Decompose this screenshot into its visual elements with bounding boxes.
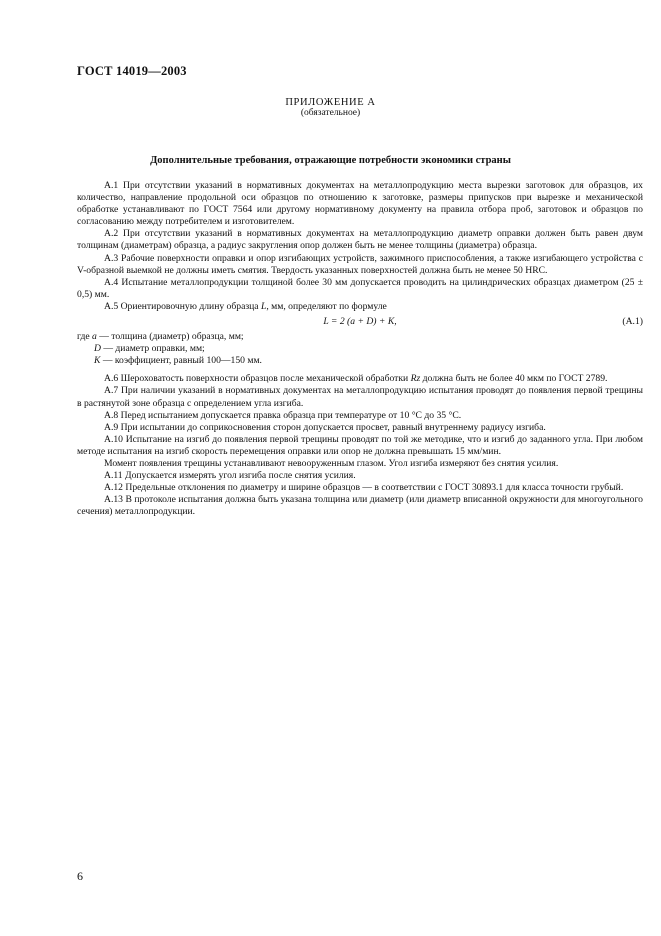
paragraph-a3: А.3 Рабочие поверхности оправки и опор изгибающих устройств, зажимного приспособления, а также изгибающего устройства с V-образной выемкой не должны иметь смятия. Твердость указанных поверхностей должна быть не менее 50 HRC.	[77, 252, 643, 276]
formula-number: (А.1)	[622, 316, 643, 328]
where-k-text: — коэффициент, равный 100—150 мм.	[100, 355, 262, 367]
a6-text-pre: А.6 Шероховатость поверхности образцов после механической обработки	[104, 373, 411, 385]
a5-text-pre: А.5 Ориентировочную длину образца	[104, 300, 261, 312]
paragraph-a5	[77, 301, 643, 313]
a6-variable: Rz	[410, 373, 421, 385]
paragraph-a4: А.4 Испытание металлопродукции толщиной более 30 мм допускается проводить на цилиндрических образцах диаметром (25 ± 0,5) мм.	[77, 276, 643, 300]
appendix-title: ПРИЛОЖЕНИЕ А	[285, 97, 376, 108]
where-k-var: K	[94, 355, 101, 367]
paragraph-a9: А.9 При испытании до соприкосновения сторон допускается просвет, равный внутреннему радиусу изгиба.	[104, 421, 546, 433]
where-a-var: a	[92, 331, 97, 343]
a6-text-post: должна быть не более 40 мкм по ГОСТ 2789.	[420, 373, 608, 385]
where-line-d	[77, 343, 643, 355]
page-number: 6	[77, 869, 83, 883]
paragraph-a11: А.11 Допускается измерять угол изгиба после снятия усилия.	[104, 470, 356, 482]
where-line-a	[77, 331, 643, 343]
where-line-k	[77, 355, 643, 367]
standard-header: ГОСТ 14019—2003	[77, 64, 187, 78]
where-d-var: D	[94, 343, 101, 355]
paragraph-a6	[77, 373, 643, 385]
section-heading: Дополнительные требования, отражающие потребности экономики страны	[150, 155, 511, 166]
where-prefix: где	[77, 331, 93, 343]
paragraph-a1: А.1 При отсутствии указаний в нормативных документах на металлопродукцию места вырезки заготовок для образцов, их количество, направление продольной оси образцов по отношению к заготовке, размеры припусков при вырезке и механической обработке устанавливают по ГОСТ 7564 или другому нормативному документу на правила отбора проб, заготовок и образцов по согласованию между потребителем и изготовителем.	[77, 180, 643, 228]
paragraph-a13: А.13 В протоколе испытания должна быть указана толщина или диаметр (или диаметр вписанной окружности для многоугольного сечения) металлопродукции.	[77, 494, 643, 518]
appendix-subtitle: (обязательное)	[300, 108, 361, 118]
a5-variable: L	[260, 300, 267, 312]
paragraph-a10: А.10 Испытание на изгиб до появления первой трещины проводят по той же методике, что и изгиб до заданного угла. При любом методе испытания на изгиб скорость перемещения оправки или опор не должна превышать 15 мм/мин.	[77, 433, 643, 457]
paragraph-a2: А.2 При отсутствии указаний в нормативных документах на металлопродукцию диаметр оправки должен быть равен двум толщинам (диаметрам) образца, а радиус закругления опор должен быть не менее толщины (диаметра) образца.	[77, 228, 643, 252]
formula-expression: L = 2 (a + D) + K,	[323, 316, 397, 328]
where-a-text: — толщина (диаметр) образца, мм;	[96, 331, 244, 343]
paragraph-a8: А.8 Перед испытанием допускается правка образца при температуре от 10 °С до 35 °С.	[104, 409, 462, 421]
formula-a1	[77, 314, 643, 331]
a5-text-post: , мм, определяют по формуле	[266, 300, 387, 312]
document-body	[77, 180, 643, 518]
where-d-text: — диаметр оправки, мм;	[100, 343, 205, 355]
paragraph-a12: А.12 Предельные отклонения по диаметру и ширине образцов — в соответствии с ГОСТ 30893.1 для класса точности грубый.	[104, 482, 624, 494]
paragraph-a7: А.7 При наличии указаний в нормативных документах на металлопродукцию испытания проводят до появления первой трещины в растянутой зоне образца с определением угла изгиба.	[77, 385, 643, 409]
paragraph-a10-continued: Момент появления трещины устанавливают невооруженным глазом. Угол изгиба измеряют без снятия усилия.	[104, 457, 559, 469]
